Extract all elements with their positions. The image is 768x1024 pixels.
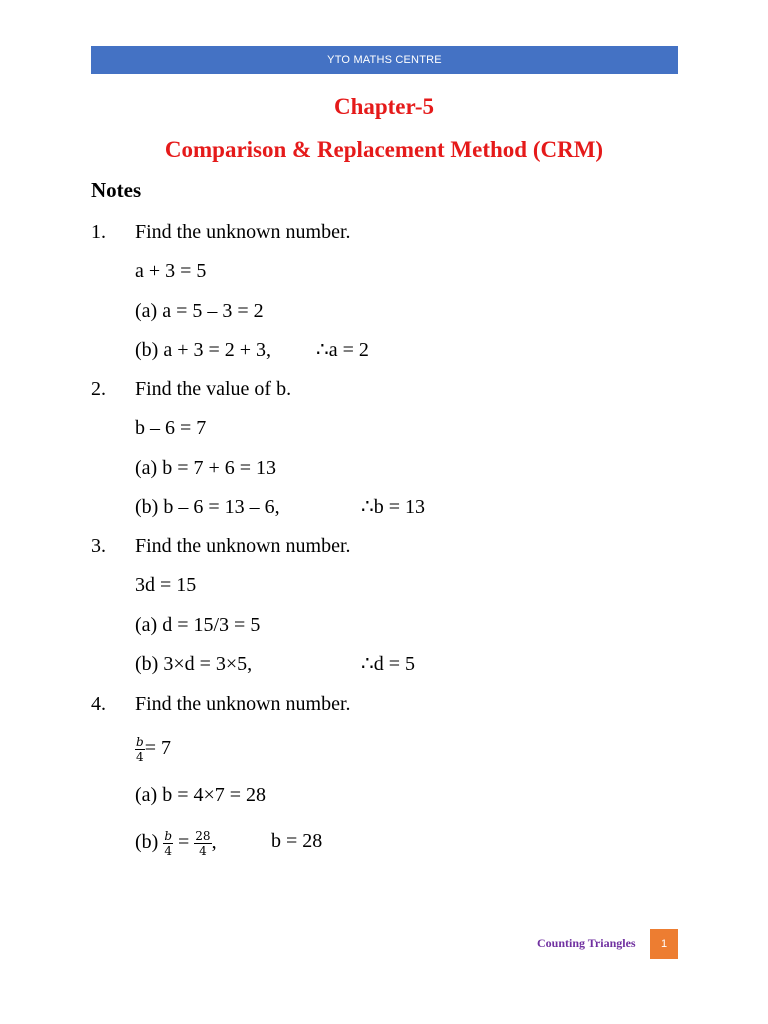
problem-number: 4. xyxy=(91,693,106,715)
solution-b: (b) 3×d = 3×5, xyxy=(135,653,253,675)
solution-b: (b) a + 3 = 2 + 3, xyxy=(135,339,272,361)
solution-a: (a) b = 7 + 6 = 13 xyxy=(135,457,277,479)
fraction-denominator: 4 xyxy=(199,844,207,858)
solution-b-result: ∴a = 2 xyxy=(316,339,369,361)
solution-b-result: ∴b = 13 xyxy=(361,496,426,518)
problem-equation: 3d = 15 xyxy=(135,574,197,596)
problem-question: Find the unknown number. xyxy=(135,535,351,557)
problem-equation: a + 3 = 5 xyxy=(135,260,207,282)
fraction-denominator: 4 xyxy=(164,844,172,858)
solution-b: (b) b – 6 = 13 – 6, xyxy=(135,496,280,518)
problem-question: Find the value of b. xyxy=(135,378,292,400)
solution-b-prefix: (b) xyxy=(135,831,159,854)
chapter-subtitle: Comparison & Replacement Method (CRM) xyxy=(164,137,604,162)
problem-number: 1. xyxy=(91,221,106,243)
footer-label: Counting Triangles xyxy=(537,936,636,950)
problem-equation xyxy=(135,735,171,764)
solution-a: (a) d = 15/3 = 5 xyxy=(135,614,261,636)
problem-question: Find the unknown number. xyxy=(135,221,351,243)
equation-rhs: = 7 xyxy=(144,737,171,760)
solution-b xyxy=(135,829,217,858)
fraction-numerator: 28 xyxy=(195,829,211,843)
comma: , xyxy=(211,831,217,854)
fraction-numerator: b xyxy=(136,735,144,749)
fraction-numerator: b xyxy=(164,829,173,843)
equals-sign: = xyxy=(178,831,190,854)
problem-question: Find the unknown number. xyxy=(135,693,351,715)
notes-heading: Notes xyxy=(91,178,142,202)
solution-a: (a) a = 5 – 3 = 2 xyxy=(135,300,264,322)
problem-number: 2. xyxy=(91,378,106,400)
problem-equation: b – 6 = 7 xyxy=(135,417,207,439)
problem-number: 3. xyxy=(91,535,106,557)
header-text: YTO MATHS CENTRE xyxy=(327,54,442,66)
fraction xyxy=(163,829,173,858)
header-bar xyxy=(91,46,678,74)
fraction-denominator: 4 xyxy=(136,750,144,764)
page-number: 1 xyxy=(660,938,668,950)
fraction xyxy=(194,829,211,858)
solution-a: (a) b = 4×7 = 28 xyxy=(135,784,267,806)
solution-b-result: b = 28 xyxy=(271,830,323,852)
solution-b-result: ∴d = 5 xyxy=(361,653,416,675)
chapter-title: Chapter-5 xyxy=(333,94,435,119)
fraction xyxy=(135,735,145,764)
page-number-badge xyxy=(650,929,678,959)
